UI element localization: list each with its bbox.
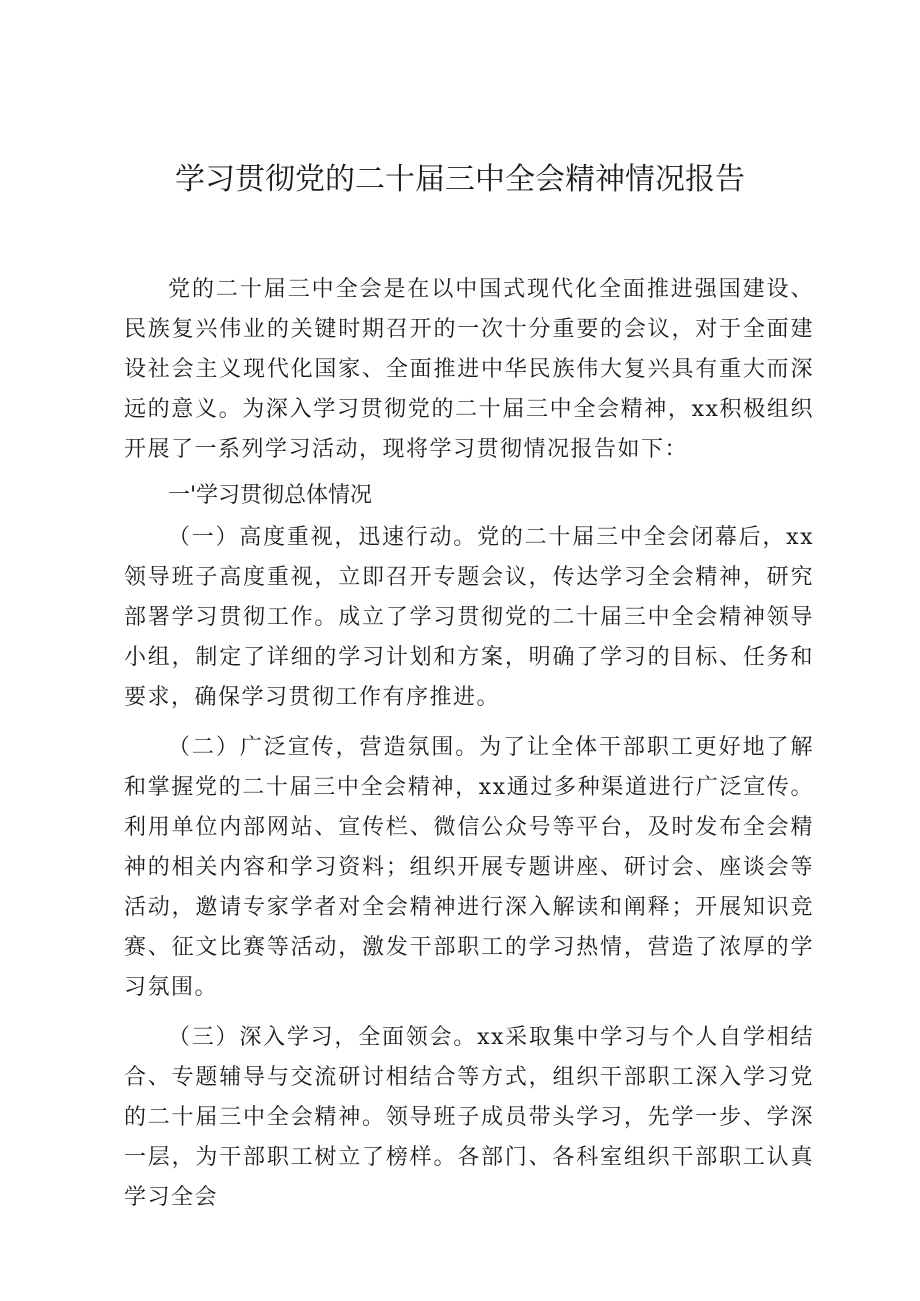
document-title: 学习贯彻党的二十届三中全会精神情况报告 (175, 162, 745, 197)
intro-paragraph: 党的二十届三中全会是在以中国式现代化全面推进强国建设、民族复兴伟业的关键时期召开的一次十分重要的会议，对于全面建设社会主义现代化国家、全面推进中华民族伟大复兴具有重大而深远的意义。为深入学习贯彻党的二十届三中全会精神，xx积极组织开展了一系列学习活动，现将学习贯彻情况报告如下： (124, 277, 814, 462)
section-heading: 一'学习贯彻总体情况 (168, 483, 373, 508)
paragraph-3: （三）深入学习，全面领会。xx采取集中学习与个人自学相结合、专题辅导与交流研讨相结合等方式，组织干部职工深入学习党的二十届三中全会精神。领导班子成员带头学习，先学一步、学深一层，为干部职工树立了榜样。各部门、各科室组织干部职工认真学习全会 (124, 1025, 814, 1210)
paragraph-1: （一）高度重视，迅速行动。党的二十届三中全会闭幕后，xx领导班子高度重视，立即召开专题会议，传达学习全会精神，研究部署学习贯彻工作。成立了学习贯彻党的二十届三中全会精神领导小组，制定了详细的学习计划和方案，明确了学习的目标、任务和要求，确保学习贯彻工作有序推进。 (124, 525, 814, 710)
document-body (124, 270, 814, 1218)
paragraph-2: （二）广泛宣传，营造氛围。为了让全体干部职工更好地了解和掌握党的二十届三中全会精神，xx通过多种渠道进行广泛宣传。利用单位内部网站、宣传栏、微信公众号等平台，及时发布全会精神的相关内容和学习资料；组织开展专题讲座、研讨会、座谈会等活动，邀请专家学者对全会精神进行深入解读和阐释；开展知识竞赛、征文比赛等活动，激发干部职工的学习热情，营造了浓厚的学习氛围。 (124, 735, 814, 1000)
